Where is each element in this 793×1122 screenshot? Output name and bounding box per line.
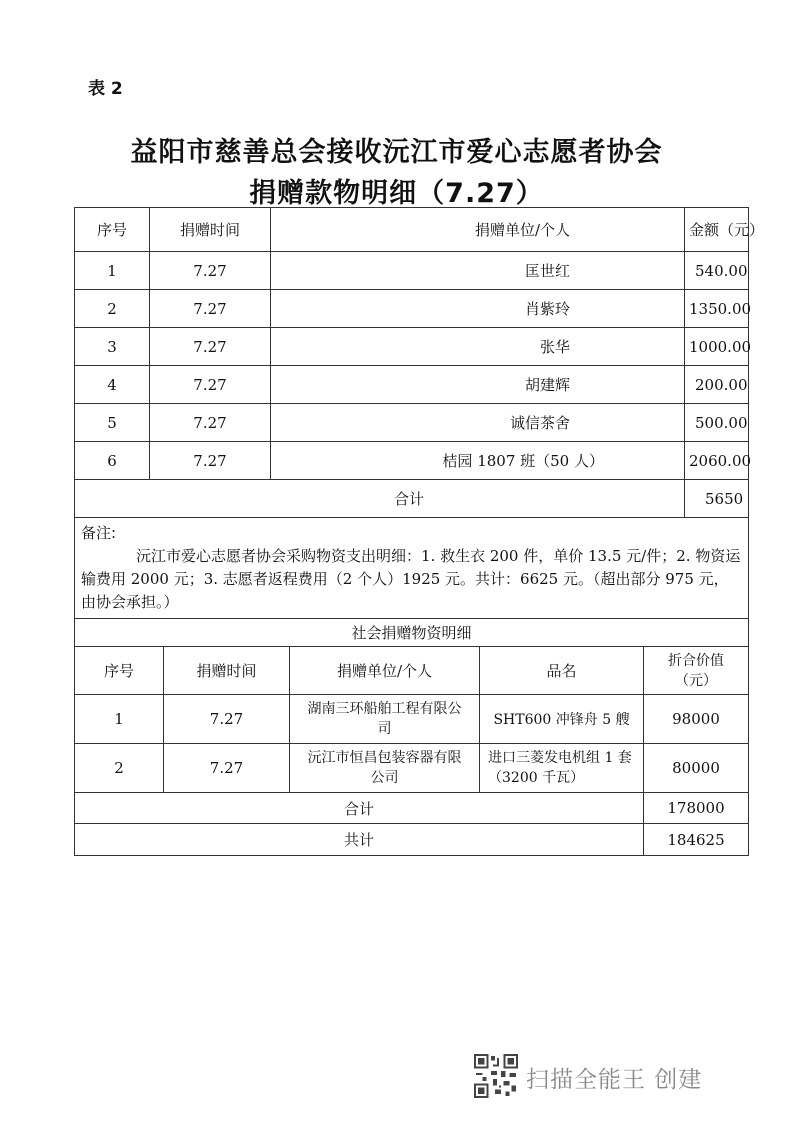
goods-header-item: 品名 bbox=[480, 647, 644, 695]
row-amount: 1350.00 bbox=[685, 290, 749, 328]
goods-section-title: 社会捐赠物资明细 bbox=[75, 619, 749, 647]
table-row bbox=[75, 328, 749, 366]
qr-code-icon bbox=[474, 1054, 518, 1098]
goods-row-date: 7.27 bbox=[164, 744, 290, 793]
goods-row-item: SHT600 冲锋舟 5 艘 bbox=[480, 695, 644, 744]
table-row bbox=[75, 290, 749, 328]
row-date: 7.27 bbox=[150, 290, 271, 328]
row-donor: 张华 bbox=[271, 328, 685, 366]
scanner-watermark-text: 扫描全能王 创建 bbox=[526, 1067, 703, 1093]
row-donor: 桔园 1807 班（50 人） bbox=[271, 442, 685, 480]
row-amount: 500.00 bbox=[685, 404, 749, 442]
goods-header-value: 折合价值（元） bbox=[644, 647, 749, 695]
goods-row-date: 7.27 bbox=[164, 695, 290, 744]
remarks-head: 备注: bbox=[81, 524, 117, 542]
row-amount: 200.00 bbox=[685, 366, 749, 404]
row-no: 3 bbox=[75, 328, 150, 366]
header-donor: 捐赠单位/个人 bbox=[271, 208, 685, 252]
row-amount: 1000.00 bbox=[685, 328, 749, 366]
document-title-line1: 益阳市慈善总会接收沅江市爱心志愿者协会 bbox=[130, 137, 663, 168]
row-no: 4 bbox=[75, 366, 150, 404]
row-no: 5 bbox=[75, 404, 150, 442]
remarks-body: 沅江市爱心志愿者协会采购物资支出明细：1. 救生衣 200 件，单价 13.5 元/件；2. 物资运输费用 2000 元；3. 志愿者返程费用（2 个人）1925 元。共计：6625 元。（超出部分 975 元，由协会承担。） bbox=[81, 547, 741, 611]
row-donor: 诚信茶舍 bbox=[271, 404, 685, 442]
table-row bbox=[75, 744, 749, 793]
goods-header-donor: 捐赠单位/个人 bbox=[290, 647, 480, 695]
table-row bbox=[75, 404, 749, 442]
row-amount: 540.00 bbox=[685, 252, 749, 290]
money-total-value: 5650 bbox=[685, 480, 749, 518]
table-row bbox=[75, 366, 749, 404]
goods-total-value: 178000 bbox=[644, 793, 749, 824]
row-no: 1 bbox=[75, 252, 150, 290]
row-date: 7.27 bbox=[150, 252, 271, 290]
row-date: 7.27 bbox=[150, 328, 271, 366]
money-total-label: 合计 bbox=[75, 480, 685, 518]
money-total-row bbox=[75, 480, 749, 518]
goods-total-row bbox=[75, 793, 749, 824]
grand-total-value: 184625 bbox=[644, 824, 749, 856]
goods-header-date: 捐赠时间 bbox=[164, 647, 290, 695]
goods-header-no: 序号 bbox=[75, 647, 164, 695]
money-donation-table bbox=[74, 207, 765, 647]
row-donor: 胡建辉 bbox=[271, 366, 685, 404]
goods-total-label: 合计 bbox=[75, 793, 644, 824]
goods-header-row bbox=[75, 647, 749, 695]
row-no: 6 bbox=[75, 442, 150, 480]
document-title-line2: 捐赠款物明细（7.27） bbox=[249, 178, 544, 209]
grand-total-row bbox=[75, 824, 749, 856]
row-date: 7.27 bbox=[150, 442, 271, 480]
goods-row-no: 2 bbox=[75, 744, 164, 793]
header-date: 捐赠时间 bbox=[150, 208, 271, 252]
table-row bbox=[75, 252, 749, 290]
table-row bbox=[75, 442, 749, 480]
table-header-row bbox=[75, 208, 749, 252]
grand-total-label: 共计 bbox=[75, 824, 644, 856]
goods-row-no: 1 bbox=[75, 695, 164, 744]
remarks-row bbox=[75, 518, 749, 619]
header-no: 序号 bbox=[75, 208, 150, 252]
goods-row-donor: 沅江市恒昌包装容器有限公司 bbox=[290, 744, 480, 793]
row-donor: 匡世红 bbox=[271, 252, 685, 290]
goods-row-donor: 湖南三环船舶工程有限公司 bbox=[290, 695, 480, 744]
goods-row-value: 98000 bbox=[644, 695, 749, 744]
table-row bbox=[75, 695, 749, 744]
row-date: 7.27 bbox=[150, 404, 271, 442]
document-label: 表 2 bbox=[88, 79, 123, 99]
goods-row-value: 80000 bbox=[644, 744, 749, 793]
scanner-watermark bbox=[474, 1054, 724, 1099]
goods-donation-table bbox=[74, 646, 749, 856]
row-no: 2 bbox=[75, 290, 150, 328]
goods-section-row bbox=[75, 619, 749, 647]
header-amount: 金额（元） bbox=[685, 208, 749, 252]
goods-row-item: 进口三菱发电机组 1 套（3200 千瓦） bbox=[480, 744, 644, 793]
remarks-cell bbox=[75, 518, 749, 619]
row-donor: 肖紫玲 bbox=[271, 290, 685, 328]
row-amount: 2060.00 bbox=[685, 442, 749, 480]
row-date: 7.27 bbox=[150, 366, 271, 404]
